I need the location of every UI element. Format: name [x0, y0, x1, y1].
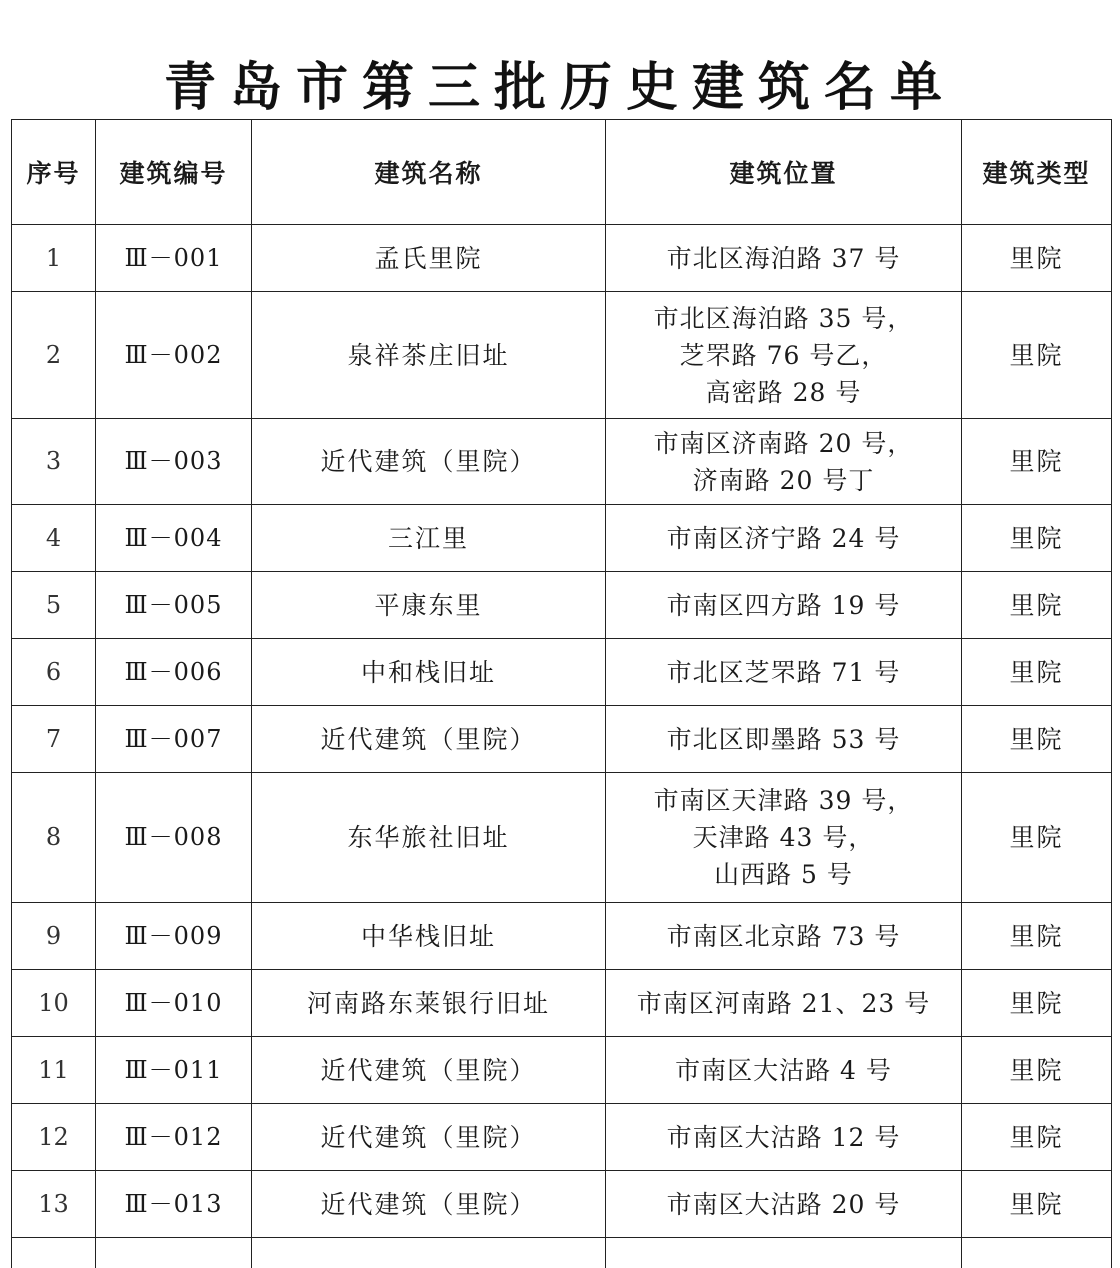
location-line: 市南区大沽路 20 号	[610, 1186, 957, 1223]
building-code-cell: Ⅲ－005	[96, 572, 252, 639]
building-location-cell	[606, 419, 962, 505]
building-name-cell: 近代建筑（里院）	[252, 706, 606, 773]
empty-cell	[12, 1238, 96, 1268]
table-row	[12, 1171, 1112, 1238]
table-row	[12, 419, 1112, 505]
location-line: 市南区济南路 20 号，	[610, 425, 957, 462]
building-type-cell: 里院	[962, 970, 1112, 1037]
serial-number-cell: 9	[12, 903, 96, 970]
location-line: 高密路 28 号	[610, 374, 957, 411]
building-code-cell: Ⅲ－011	[96, 1037, 252, 1104]
serial-number-cell: 3	[12, 419, 96, 505]
building-name-cell: 近代建筑（里院）	[252, 1104, 606, 1171]
building-type-cell: 里院	[962, 572, 1112, 639]
location-line: 市南区济宁路 24 号	[610, 520, 957, 557]
serial-number-cell: 12	[12, 1104, 96, 1171]
building-type-cell: 里院	[962, 292, 1112, 419]
header-building-type: 建筑类型	[962, 120, 1112, 225]
building-location-cell	[606, 970, 962, 1037]
location-line: 市南区大沽路 12 号	[610, 1119, 957, 1156]
building-code-cell: Ⅲ－001	[96, 225, 252, 292]
location-line: 市南区大沽路 4 号	[610, 1052, 957, 1089]
building-type-cell: 里院	[962, 903, 1112, 970]
location-line: 市北区芝罘路 71 号	[610, 654, 957, 691]
table-body	[12, 225, 1112, 1268]
building-type-cell: 里院	[962, 419, 1112, 505]
location-line: 市北区即墨路 53 号	[610, 721, 957, 758]
building-code-cell: Ⅲ－004	[96, 505, 252, 572]
serial-number-cell: 5	[12, 572, 96, 639]
location-line: 市南区天津路 39 号，	[610, 782, 957, 819]
building-type-cell: 里院	[962, 1104, 1112, 1171]
header-serial-number: 序号	[12, 120, 96, 225]
building-type-cell: 里院	[962, 1171, 1112, 1238]
building-location-cell	[606, 1037, 962, 1104]
building-code-cell: Ⅲ－006	[96, 639, 252, 706]
building-name-cell: 孟氏里院	[252, 225, 606, 292]
building-type-cell: 里院	[962, 1037, 1112, 1104]
building-name-cell: 近代建筑（里院）	[252, 1037, 606, 1104]
location-line: 济南路 20 号丁	[610, 462, 957, 499]
table-row-partial	[12, 1238, 1112, 1268]
empty-cell	[96, 1238, 252, 1268]
building-code-cell: Ⅲ－013	[96, 1171, 252, 1238]
location-line: 市北区海泊路 35 号，	[610, 300, 957, 337]
building-name-cell: 河南路东莱银行旧址	[252, 970, 606, 1037]
building-code-cell: Ⅲ－003	[96, 419, 252, 505]
building-location-cell	[606, 1171, 962, 1238]
building-name-cell: 平康东里	[252, 572, 606, 639]
building-name-cell: 近代建筑（里院）	[252, 1171, 606, 1238]
building-location-cell	[606, 706, 962, 773]
location-line: 市北区海泊路 37 号	[610, 240, 957, 277]
building-location-cell	[606, 639, 962, 706]
header-building-name: 建筑名称	[252, 120, 606, 225]
building-name-cell: 中华栈旧址	[252, 903, 606, 970]
building-code-cell: Ⅲ－008	[96, 773, 252, 903]
building-code-cell: Ⅲ－007	[96, 706, 252, 773]
building-type-cell: 里院	[962, 773, 1112, 903]
serial-number-cell: 13	[12, 1171, 96, 1238]
header-building-code: 建筑编号	[96, 120, 252, 225]
building-name-cell: 近代建筑（里院）	[252, 419, 606, 505]
header-building-location: 建筑位置	[606, 120, 962, 225]
table-row	[12, 292, 1112, 419]
building-type-cell: 里院	[962, 505, 1112, 572]
table-row	[12, 773, 1112, 903]
historic-buildings-table	[11, 119, 1112, 1268]
building-location-cell	[606, 572, 962, 639]
location-line: 市南区河南路 21、23 号	[610, 985, 957, 1022]
table-row	[12, 706, 1112, 773]
building-location-cell	[606, 1104, 962, 1171]
building-code-cell: Ⅲ－009	[96, 903, 252, 970]
serial-number-cell: 7	[12, 706, 96, 773]
building-name-cell: 泉祥茶庄旧址	[252, 292, 606, 419]
building-code-cell: Ⅲ－012	[96, 1104, 252, 1171]
building-type-cell: 里院	[962, 225, 1112, 292]
serial-number-cell: 10	[12, 970, 96, 1037]
location-line: 市南区北京路 73 号	[610, 918, 957, 955]
table-row	[12, 639, 1112, 706]
building-location-cell	[606, 292, 962, 419]
location-line: 芝罘路 76 号乙，	[610, 337, 957, 374]
location-line: 市南区四方路 19 号	[610, 587, 957, 624]
building-type-cell: 里院	[962, 706, 1112, 773]
table-row	[12, 970, 1112, 1037]
building-code-cell: Ⅲ－010	[96, 970, 252, 1037]
building-code-cell: Ⅲ－002	[96, 292, 252, 419]
building-name-cell: 东华旅社旧址	[252, 773, 606, 903]
table-row	[12, 572, 1112, 639]
table-header-row	[12, 120, 1112, 225]
serial-number-cell: 4	[12, 505, 96, 572]
empty-cell	[962, 1238, 1112, 1268]
building-location-cell	[606, 505, 962, 572]
serial-number-cell: 6	[12, 639, 96, 706]
building-name-cell: 中和栈旧址	[252, 639, 606, 706]
serial-number-cell: 1	[12, 225, 96, 292]
table-row	[12, 505, 1112, 572]
table-row	[12, 225, 1112, 292]
table-row	[12, 1104, 1112, 1171]
page-title: 青岛市第三批历史建筑名单	[0, 53, 1120, 123]
building-type-cell: 里院	[962, 639, 1112, 706]
building-name-cell: 三江里	[252, 505, 606, 572]
building-location-cell	[606, 903, 962, 970]
serial-number-cell: 8	[12, 773, 96, 903]
location-line: 山西路 5 号	[610, 856, 957, 893]
empty-cell	[606, 1238, 962, 1268]
building-location-cell	[606, 225, 962, 292]
table-row	[12, 903, 1112, 970]
serial-number-cell: 11	[12, 1037, 96, 1104]
serial-number-cell: 2	[12, 292, 96, 419]
building-location-cell	[606, 773, 962, 903]
empty-cell	[252, 1238, 606, 1268]
location-line: 天津路 43 号，	[610, 819, 957, 856]
table-row	[12, 1037, 1112, 1104]
